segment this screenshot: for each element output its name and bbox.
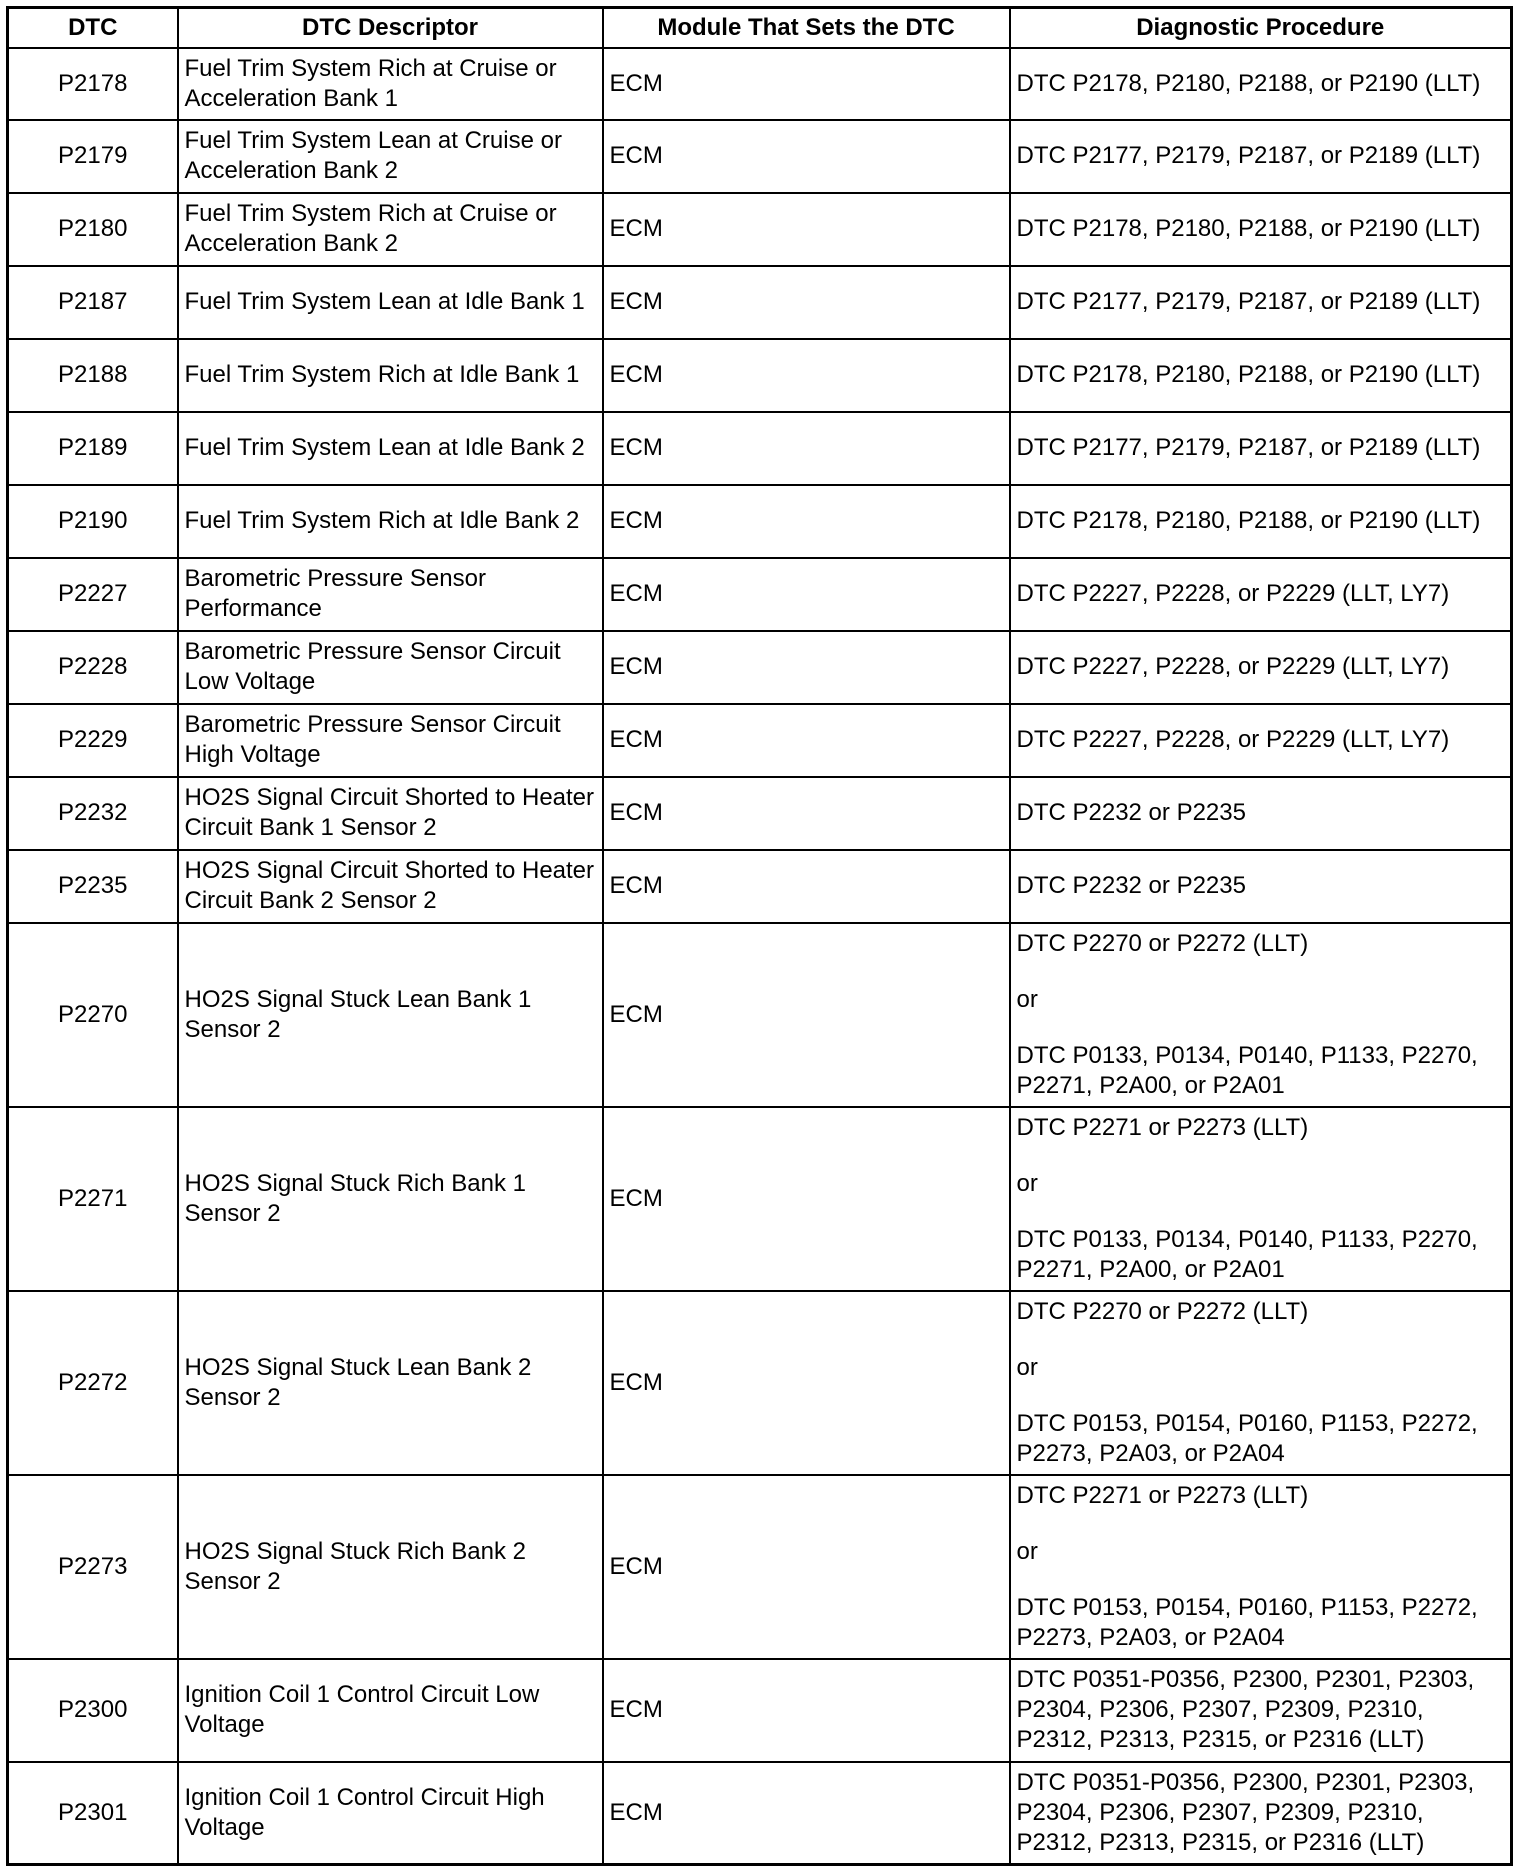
procedure-line: DTC P2232 or P2235 xyxy=(1016,799,1246,826)
paragraph-gap xyxy=(1017,1511,1505,1537)
dtc-code: P2229 xyxy=(8,704,178,777)
procedure-line: DTC P2178, P2180, P2188, or P2190 (LLT) xyxy=(1016,361,1481,388)
dtc-descriptor: Fuel Trim System Rich at Idle Bank 1 xyxy=(178,339,603,412)
procedure-line: DTC P2271 or P2273 (LLT) xyxy=(1016,1113,1309,1141)
diagnostic-procedure xyxy=(1010,120,1512,193)
dtc-descriptor: Fuel Trim System Rich at Idle Bank 2 xyxy=(178,485,603,558)
diagnostic-procedure xyxy=(1010,266,1512,339)
dtc-descriptor: Barometric Pressure Sensor Circuit High Voltage xyxy=(178,704,603,777)
module-name: ECM xyxy=(603,1291,1010,1475)
module-name: ECM xyxy=(603,1659,1010,1762)
dtc-code: P2272 xyxy=(8,1291,178,1475)
dtc-code: P2228 xyxy=(8,631,178,704)
module-name: ECM xyxy=(603,412,1010,485)
dtc-code: P2232 xyxy=(8,777,178,850)
module-name: ECM xyxy=(603,339,1010,412)
table-row xyxy=(8,48,1512,120)
dtc-descriptor: HO2S Signal Stuck Lean Bank 1 Sensor 2 xyxy=(178,923,603,1107)
diagnostic-procedure xyxy=(1010,1107,1512,1291)
dtc-descriptor: Barometric Pressure Sensor Performance xyxy=(178,558,603,631)
dtc-descriptor: HO2S Signal Circuit Shorted to Heater Circuit Bank 1 Sensor 2 xyxy=(178,777,603,850)
table-row xyxy=(8,266,1512,339)
procedure-line: DTC P2177, P2179, P2187, or P2189 (LLT) xyxy=(1016,142,1481,169)
procedure-line: DTC P2271 or P2273 (LLT) xyxy=(1016,1481,1309,1509)
procedure-line: DTC P0351-P0356, P2300, P2301, P2303, P2304, P2306, P2307, P2309, P2310, P2312, P2313, P2315, or P2316 (LLT) xyxy=(1016,1768,1475,1856)
diagnostic-procedure xyxy=(1010,1291,1512,1475)
procedure-line: DTC P2227, P2228, or P2229 (LLT, LY7) xyxy=(1016,653,1450,680)
diagnostic-procedure xyxy=(1010,1475,1512,1659)
dtc-descriptor: Ignition Coil 1 Control Circuit High Voltage xyxy=(178,1762,603,1865)
dtc-descriptor: Barometric Pressure Sensor Circuit Low Voltage xyxy=(178,631,603,704)
header-descriptor: DTC Descriptor xyxy=(178,8,603,48)
module-name: ECM xyxy=(603,923,1010,1107)
module-name: ECM xyxy=(603,777,1010,850)
procedure-line: DTC P0351-P0356, P2300, P2301, P2303, P2304, P2306, P2307, P2309, P2310, P2312, P2313, P2315, or P2316 (LLT) xyxy=(1016,1666,1475,1753)
table-row xyxy=(8,1762,1512,1865)
module-name: ECM xyxy=(603,485,1010,558)
dtc-code: P2227 xyxy=(8,558,178,631)
paragraph-gap xyxy=(1017,1143,1505,1169)
dtc-table xyxy=(6,6,1513,1866)
table-row xyxy=(8,923,1512,1107)
dtc-descriptor: Fuel Trim System Lean at Idle Bank 2 xyxy=(178,412,603,485)
table-row xyxy=(8,1291,1512,1475)
dtc-code: P2271 xyxy=(8,1107,178,1291)
module-name: ECM xyxy=(603,631,1010,704)
procedure-line: or xyxy=(1016,1169,1038,1197)
diagnostic-procedure xyxy=(1010,412,1512,485)
paragraph-gap xyxy=(1017,1383,1505,1409)
paragraph-gap xyxy=(1017,959,1505,985)
dtc-code: P2190 xyxy=(8,485,178,558)
header-dtc: DTC xyxy=(8,8,178,48)
dtc-descriptor: Fuel Trim System Rich at Cruise or Acceleration Bank 1 xyxy=(178,48,603,120)
paragraph-gap xyxy=(1017,1015,1505,1041)
table-header-row xyxy=(8,8,1512,48)
procedure-line: DTC P2227, P2228, or P2229 (LLT, LY7) xyxy=(1016,726,1450,753)
table-row xyxy=(8,485,1512,558)
dtc-code: P2179 xyxy=(8,120,178,193)
dtc-code: P2301 xyxy=(8,1762,178,1865)
table-row xyxy=(8,120,1512,193)
dtc-code: P2178 xyxy=(8,48,178,120)
dtc-descriptor: HO2S Signal Stuck Rich Bank 1 Sensor 2 xyxy=(178,1107,603,1291)
module-name: ECM xyxy=(603,266,1010,339)
procedure-line: DTC P0133, P0134, P0140, P1133, P2270, P2271, P2A00, or P2A01 xyxy=(1016,1225,1478,1283)
paragraph-gap xyxy=(1017,1199,1505,1225)
table-row xyxy=(8,339,1512,412)
dtc-code: P2187 xyxy=(8,266,178,339)
table-row xyxy=(8,631,1512,704)
diagnostic-procedure xyxy=(1010,48,1512,120)
procedure-line: DTC P0153, P0154, P0160, P1153, P2272, P2273, P2A03, or P2A04 xyxy=(1016,1593,1478,1651)
paragraph-gap xyxy=(1017,1567,1505,1593)
diagnostic-procedure xyxy=(1010,777,1512,850)
dtc-descriptor: Ignition Coil 1 Control Circuit Low Voltage xyxy=(178,1659,603,1762)
diagnostic-procedure xyxy=(1010,485,1512,558)
procedure-line: or xyxy=(1016,1353,1038,1381)
dtc-descriptor: Fuel Trim System Lean at Idle Bank 1 xyxy=(178,266,603,339)
dtc-descriptor: HO2S Signal Circuit Shorted to Heater Circuit Bank 2 Sensor 2 xyxy=(178,850,603,923)
table-row xyxy=(8,1107,1512,1291)
procedure-line: DTC P0133, P0134, P0140, P1133, P2270, P2271, P2A00, or P2A01 xyxy=(1016,1041,1478,1099)
module-name: ECM xyxy=(603,1762,1010,1865)
module-name: ECM xyxy=(603,120,1010,193)
procedure-line: DTC P0153, P0154, P0160, P1153, P2272, P2273, P2A03, or P2A04 xyxy=(1016,1409,1478,1467)
diagnostic-procedure xyxy=(1010,1659,1512,1762)
procedure-line: or xyxy=(1016,1537,1038,1565)
procedure-line: DTC P2270 or P2272 (LLT) xyxy=(1016,1297,1309,1325)
diagnostic-procedure xyxy=(1010,923,1512,1107)
procedure-line: DTC P2177, P2179, P2187, or P2189 (LLT) xyxy=(1016,288,1481,315)
dtc-code: P2273 xyxy=(8,1475,178,1659)
module-name: ECM xyxy=(603,48,1010,120)
dtc-descriptor: Fuel Trim System Lean at Cruise or Acceleration Bank 2 xyxy=(178,120,603,193)
table-row xyxy=(8,1475,1512,1659)
dtc-code: P2300 xyxy=(8,1659,178,1762)
dtc-code: P2189 xyxy=(8,412,178,485)
table-row xyxy=(8,777,1512,850)
procedure-line: DTC P2178, P2180, P2188, or P2190 (LLT) xyxy=(1016,215,1481,242)
module-name: ECM xyxy=(603,704,1010,777)
diagnostic-procedure xyxy=(1010,850,1512,923)
dtc-code: P2180 xyxy=(8,193,178,266)
diagnostic-procedure xyxy=(1010,558,1512,631)
diagnostic-procedure xyxy=(1010,193,1512,266)
paragraph-gap xyxy=(1017,1327,1505,1353)
dtc-descriptor: Fuel Trim System Rich at Cruise or Acceleration Bank 2 xyxy=(178,193,603,266)
header-procedure: Diagnostic Procedure xyxy=(1010,8,1512,48)
procedure-line: DTC P2178, P2180, P2188, or P2190 (LLT) xyxy=(1016,69,1481,97)
module-name: ECM xyxy=(603,1107,1010,1291)
procedure-line: or xyxy=(1016,985,1038,1013)
dtc-code: P2235 xyxy=(8,850,178,923)
table-row xyxy=(8,704,1512,777)
table-row xyxy=(8,412,1512,485)
procedure-line: DTC P2178, P2180, P2188, or P2190 (LLT) xyxy=(1016,507,1481,534)
procedure-line: DTC P2270 or P2272 (LLT) xyxy=(1016,929,1309,957)
table-row xyxy=(8,193,1512,266)
dtc-code: P2188 xyxy=(8,339,178,412)
dtc-descriptor: HO2S Signal Stuck Rich Bank 2 Sensor 2 xyxy=(178,1475,603,1659)
diagnostic-procedure xyxy=(1010,339,1512,412)
diagnostic-procedure xyxy=(1010,631,1512,704)
diagnostic-procedure xyxy=(1010,704,1512,777)
table-row xyxy=(8,558,1512,631)
module-name: ECM xyxy=(603,193,1010,266)
table-row xyxy=(8,850,1512,923)
table-row xyxy=(8,1659,1512,1762)
procedure-line: DTC P2232 or P2235 xyxy=(1016,872,1246,899)
diagnostic-procedure xyxy=(1010,1762,1512,1865)
dtc-code: P2270 xyxy=(8,923,178,1107)
module-name: ECM xyxy=(603,1475,1010,1659)
procedure-line: DTC P2227, P2228, or P2229 (LLT, LY7) xyxy=(1016,580,1450,607)
procedure-line: DTC P2177, P2179, P2187, or P2189 (LLT) xyxy=(1016,434,1481,461)
header-module: Module That Sets the DTC xyxy=(603,8,1010,48)
module-name: ECM xyxy=(603,558,1010,631)
dtc-descriptor: HO2S Signal Stuck Lean Bank 2 Sensor 2 xyxy=(178,1291,603,1475)
module-name: ECM xyxy=(603,850,1010,923)
